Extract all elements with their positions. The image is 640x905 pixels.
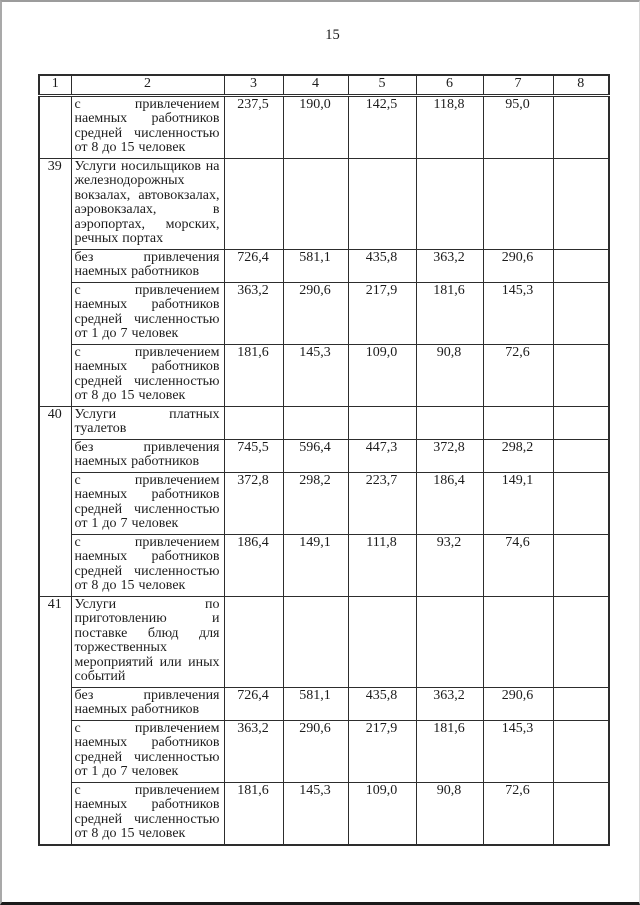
value-cell xyxy=(348,596,416,687)
value-cell xyxy=(553,472,609,534)
value-cell: 596,4 xyxy=(283,439,348,472)
value-cell: 745,5 xyxy=(224,439,283,472)
table-row xyxy=(39,534,609,596)
value-cell: 726,4 xyxy=(224,687,283,720)
table-row xyxy=(39,95,609,158)
value-cell xyxy=(416,596,483,687)
value-cell: 145,3 xyxy=(283,782,348,845)
column-header-cell: 3 xyxy=(224,75,283,95)
value-cell: 372,8 xyxy=(416,439,483,472)
value-cell xyxy=(553,439,609,472)
service-label-cell: без привлечения наемных работников xyxy=(71,687,224,720)
column-header-cell: 6 xyxy=(416,75,483,95)
value-cell: 149,1 xyxy=(283,534,348,596)
value-cell xyxy=(553,687,609,720)
value-cell xyxy=(553,282,609,344)
value-cell: 186,4 xyxy=(416,472,483,534)
value-cell xyxy=(416,406,483,439)
value-cell: 93,2 xyxy=(416,534,483,596)
value-cell: 181,6 xyxy=(416,720,483,782)
service-label-cell: Услуги носильщиков на железнодорожных вокзалах, автовокзалах, аэровокзалах, в аэропортах, морских, речных портах xyxy=(71,158,224,249)
row-number-cell: 40 xyxy=(39,406,71,596)
table-header-row xyxy=(39,75,609,95)
value-cell: 190,0 xyxy=(283,95,348,158)
value-cell xyxy=(224,406,283,439)
table-row xyxy=(39,720,609,782)
value-cell: 217,9 xyxy=(348,282,416,344)
service-label-cell: с привлечением наемных работников средней численностью от 1 до 7 человек xyxy=(71,282,224,344)
value-cell xyxy=(283,596,348,687)
row-number-cell: 39 xyxy=(39,158,71,406)
service-label-cell: с привлечением наемных работников средней численностью от 1 до 7 человек xyxy=(71,720,224,782)
table-row xyxy=(39,249,609,282)
value-cell: 149,1 xyxy=(483,472,553,534)
value-cell xyxy=(348,406,416,439)
value-cell: 118,8 xyxy=(416,95,483,158)
table-row xyxy=(39,406,609,439)
column-header-cell: 1 xyxy=(39,75,71,95)
service-label-cell: с привлечением наемных работников средней численностью от 8 до 15 человек xyxy=(71,534,224,596)
value-cell: 435,8 xyxy=(348,687,416,720)
value-cell: 726,4 xyxy=(224,249,283,282)
service-label-cell: Услуги платных туалетов xyxy=(71,406,224,439)
value-cell xyxy=(224,596,283,687)
column-header-cell: 7 xyxy=(483,75,553,95)
value-cell xyxy=(553,596,609,687)
page-number: 15 xyxy=(325,27,340,43)
service-label-cell: без привлечения наемных работников xyxy=(71,439,224,472)
value-cell xyxy=(553,782,609,845)
table-row xyxy=(39,158,609,249)
value-cell: 290,6 xyxy=(483,687,553,720)
value-cell xyxy=(483,158,553,249)
value-cell xyxy=(483,406,553,439)
service-label-cell: с привлечением наемных работников средней численностью от 8 до 15 человек xyxy=(71,782,224,845)
table-row xyxy=(39,687,609,720)
column-header-cell: 4 xyxy=(283,75,348,95)
value-cell xyxy=(553,720,609,782)
column-header-cell: 5 xyxy=(348,75,416,95)
value-cell: 95,0 xyxy=(483,95,553,158)
value-cell: 223,7 xyxy=(348,472,416,534)
value-cell xyxy=(283,406,348,439)
value-cell: 181,6 xyxy=(224,782,283,845)
service-label-cell: с привлечением наемных работников средней численностью от 8 до 15 человек xyxy=(71,95,224,158)
value-cell: 142,5 xyxy=(348,95,416,158)
value-cell xyxy=(553,158,609,249)
value-cell: 290,6 xyxy=(483,249,553,282)
value-cell: 363,2 xyxy=(416,687,483,720)
value-cell: 372,8 xyxy=(224,472,283,534)
value-cell xyxy=(553,406,609,439)
column-header-cell: 2 xyxy=(71,75,224,95)
value-cell: 186,4 xyxy=(224,534,283,596)
value-cell: 298,2 xyxy=(483,439,553,472)
service-label-cell: без привлечения наемных работников xyxy=(71,249,224,282)
value-cell: 145,3 xyxy=(483,282,553,344)
value-cell xyxy=(483,596,553,687)
value-cell: 145,3 xyxy=(283,344,348,406)
value-cell: 72,6 xyxy=(483,344,553,406)
value-cell: 72,6 xyxy=(483,782,553,845)
value-cell: 435,8 xyxy=(348,249,416,282)
value-cell xyxy=(416,158,483,249)
value-cell xyxy=(553,249,609,282)
value-cell: 237,5 xyxy=(224,95,283,158)
service-label-cell: с привлечением наемных работников средней численностью от 8 до 15 человек xyxy=(71,344,224,406)
value-cell: 298,2 xyxy=(283,472,348,534)
tariff-table xyxy=(38,74,610,846)
row-number-cell: 41 xyxy=(39,596,71,845)
service-label-cell: с привлечением наемных работников средней численностью от 1 до 7 человек xyxy=(71,472,224,534)
row-number-cell xyxy=(39,95,71,158)
table-body xyxy=(39,95,609,845)
value-cell: 74,6 xyxy=(483,534,553,596)
value-cell: 363,2 xyxy=(416,249,483,282)
value-cell: 290,6 xyxy=(283,720,348,782)
service-label-cell: Услуги по приготовлению и поставке блюд для торжественных мероприятий или иных событий xyxy=(71,596,224,687)
value-cell: 109,0 xyxy=(348,782,416,845)
table-row xyxy=(39,344,609,406)
value-cell: 90,8 xyxy=(416,782,483,845)
value-cell xyxy=(553,534,609,596)
value-cell: 217,9 xyxy=(348,720,416,782)
value-cell: 290,6 xyxy=(283,282,348,344)
value-cell: 363,2 xyxy=(224,720,283,782)
value-cell xyxy=(283,158,348,249)
table-row xyxy=(39,439,609,472)
value-cell: 111,8 xyxy=(348,534,416,596)
table-row xyxy=(39,472,609,534)
value-cell: 109,0 xyxy=(348,344,416,406)
value-cell: 581,1 xyxy=(283,687,348,720)
value-cell: 363,2 xyxy=(224,282,283,344)
value-cell xyxy=(224,158,283,249)
table-row xyxy=(39,282,609,344)
value-cell: 581,1 xyxy=(283,249,348,282)
value-cell: 145,3 xyxy=(483,720,553,782)
value-cell: 447,3 xyxy=(348,439,416,472)
value-cell: 90,8 xyxy=(416,344,483,406)
value-cell xyxy=(348,158,416,249)
column-header-cell: 8 xyxy=(553,75,609,95)
value-cell xyxy=(553,95,609,158)
value-cell: 181,6 xyxy=(416,282,483,344)
table-row xyxy=(39,596,609,687)
table-row xyxy=(39,782,609,845)
value-cell xyxy=(553,344,609,406)
value-cell: 181,6 xyxy=(224,344,283,406)
